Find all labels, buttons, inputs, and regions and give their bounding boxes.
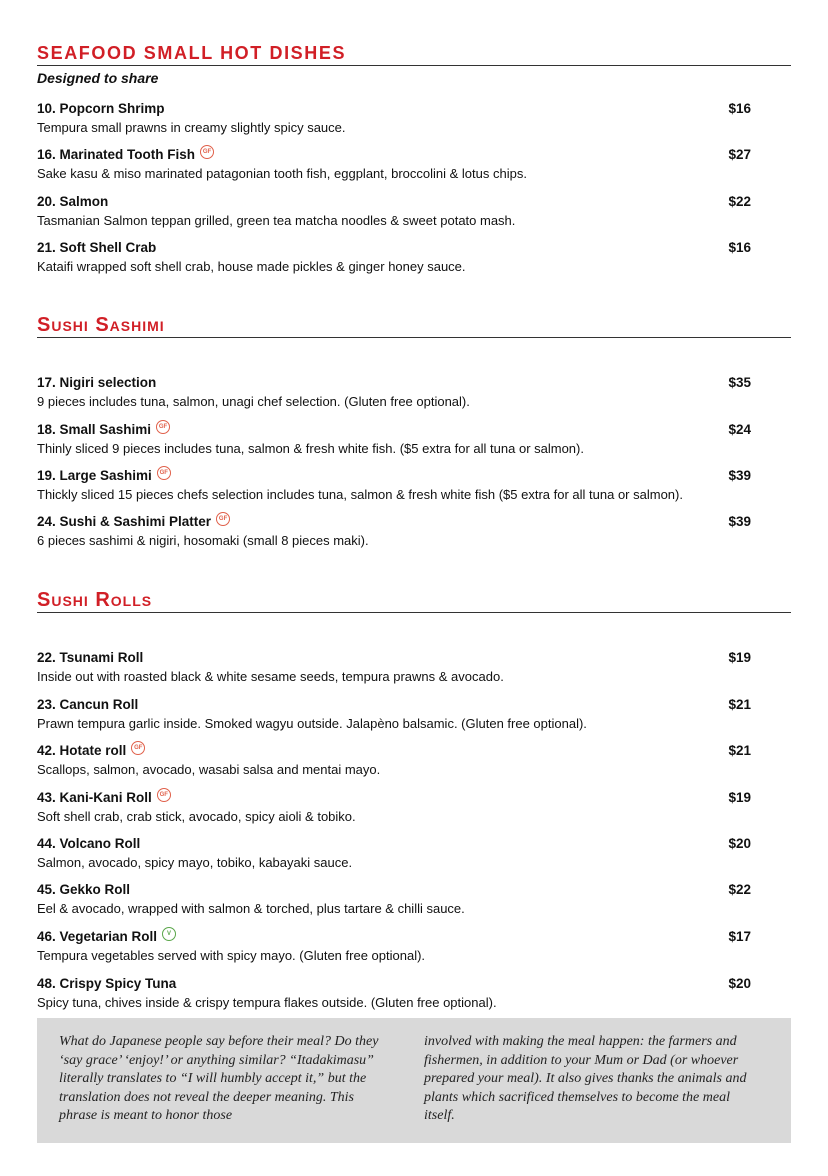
section-divider [37,612,791,613]
item-price: $16 [728,240,751,255]
item-description: Inside out with roasted black & white sesame seeds, tempura prawns & avocado. [37,669,504,684]
item-price: $27 [728,147,751,162]
item-name: 19. Large Sashimi GF [37,467,171,485]
item-name: 45. Gekko Roll [37,882,131,897]
menu-item [37,513,791,550]
item-name: 46. Vegetarian Roll V [37,928,176,946]
menu-item [37,467,791,504]
item-name: 48. Crispy Spicy Tuna [37,976,177,991]
gluten-free-icon: GF [216,512,230,526]
section-sushi-rolls [37,589,791,1010]
menu-item [37,193,791,230]
item-price: $24 [728,422,751,437]
item-price: $21 [728,743,751,758]
itadakimasu-note [37,1018,791,1143]
menu-item [37,928,791,965]
item-name: 16. Marinated Tooth Fish GF [37,146,214,164]
menu-item [37,696,791,733]
item-description: Salmon, avocado, spicy mayo, tobiko, kabayaki sauce. [37,855,353,870]
menu-item [37,421,791,458]
item-name: 24. Sushi & Sashimi Platter GF [37,513,230,531]
item-price: $20 [728,836,751,851]
item-name: 17. Nigiri selection [37,375,157,390]
item-price: $19 [728,790,751,805]
section-divider [37,337,791,338]
menu-item [37,835,791,872]
item-description: Eel & avocado, wrapped with salmon & torched, plus tartare & chilli sauce. [37,901,465,916]
gluten-free-icon: GF [131,741,145,755]
menu-item [37,881,791,918]
gluten-free-icon: GF [156,420,170,434]
section-seafood-small-hot-dishes [37,42,791,274]
menu-item [37,100,791,137]
menu-item [37,789,791,826]
menu-item [37,374,791,411]
section-sushi-sashimi [37,314,791,548]
item-name: 44. Volcano Roll [37,836,141,851]
gluten-free-icon: GF [157,788,171,802]
note-left-column: What do Japanese people say before their meal? Do they ‘say grace’ ‘enjoy!’ or anything similar? “Itadakimasu” literally translates to “I will humbly accept it,” but the translation does not reveal the deeper meaning. This phrase is meant to honor those [59,1034,379,1124]
gluten-free-icon: GF [157,466,171,480]
section-title: Sushi Sashimi [37,314,165,336]
menu-item [37,146,791,183]
item-description: Scallops, salmon, avocado, wasabi salsa and mentai mayo. [37,762,381,777]
item-description: Kataifi wrapped soft shell crab, house made pickles & ginger honey sauce. [37,259,466,274]
menu-item [37,239,791,276]
item-description: Tasmanian Salmon teppan grilled, green tea matcha noodles & sweet potato mash. [37,213,516,228]
section-divider [37,65,791,66]
item-price: $39 [728,514,751,529]
item-description: 6 pieces sashimi & nigiri, hosomaki (small 8 pieces maki). [37,533,369,548]
item-price: $22 [728,882,751,897]
item-price: $16 [728,101,751,116]
item-description: Thickly sliced 15 pieces chefs selection includes tuna, salmon & fresh white fish ($5 extra for all tuna or salmon). [37,487,683,502]
item-price: $19 [728,650,751,665]
item-price: $22 [728,194,751,209]
item-description: Spicy tuna, chives inside & crispy tempura flakes outside. (Gluten free optional). [37,995,497,1010]
note-right-column: involved with making the meal happen: the farmers and fishermen, in addition to your Mum or Dad (or whoever prepared your meal). It also gives thanks the animals and plants which sacrificed themselves to become the meal itself. [424,1034,747,1124]
item-name: 20. Salmon [37,194,109,209]
menu-item [37,649,791,686]
item-name: 21. Soft Shell Crab [37,240,157,255]
gluten-free-icon: GF [200,145,214,159]
item-description: Sake kasu & miso marinated patagonian tooth fish, eggplant, broccolini & lotus chips. [37,166,527,181]
item-price: $35 [728,375,751,390]
item-name: 43. Kani-Kani Roll GF [37,789,171,807]
item-name: 10. Popcorn Shrimp [37,101,165,116]
item-description: Soft shell crab, crab stick, avocado, spicy aioli & tobiko. [37,809,356,824]
section-title: SEAFOOD SMALL HOT DISHES [37,43,347,63]
item-description: Thinly sliced 9 pieces includes tuna, salmon & fresh white fish. ($5 extra for all tuna or salmon). [37,441,584,456]
item-description: 9 pieces includes tuna, salmon, unagi chef selection. (Gluten free optional). [37,394,470,409]
item-description: Tempura vegetables served with spicy mayo. (Gluten free optional). [37,948,426,963]
item-price: $17 [728,929,751,944]
item-price: $21 [728,697,751,712]
item-description: Prawn tempura garlic inside. Smoked wagyu outside. Jalapèno balsamic. (Gluten free optional). [37,716,587,731]
item-description: Tempura small prawns in creamy slightly spicy sauce. [37,120,346,135]
item-name: 23. Cancun Roll [37,697,139,712]
item-price: $20 [728,976,751,991]
item-name: 42. Hotate roll GF [37,742,145,760]
item-price: $39 [728,468,751,483]
item-name: 18. Small Sashimi GF [37,421,170,439]
menu-item [37,975,791,1012]
item-name: 22. Tsunami Roll [37,650,144,665]
section-title: Sushi Rolls [37,589,153,611]
section-subtitle: Designed to share [37,70,159,86]
menu-item [37,742,791,779]
vegetarian-icon: V [162,927,176,941]
